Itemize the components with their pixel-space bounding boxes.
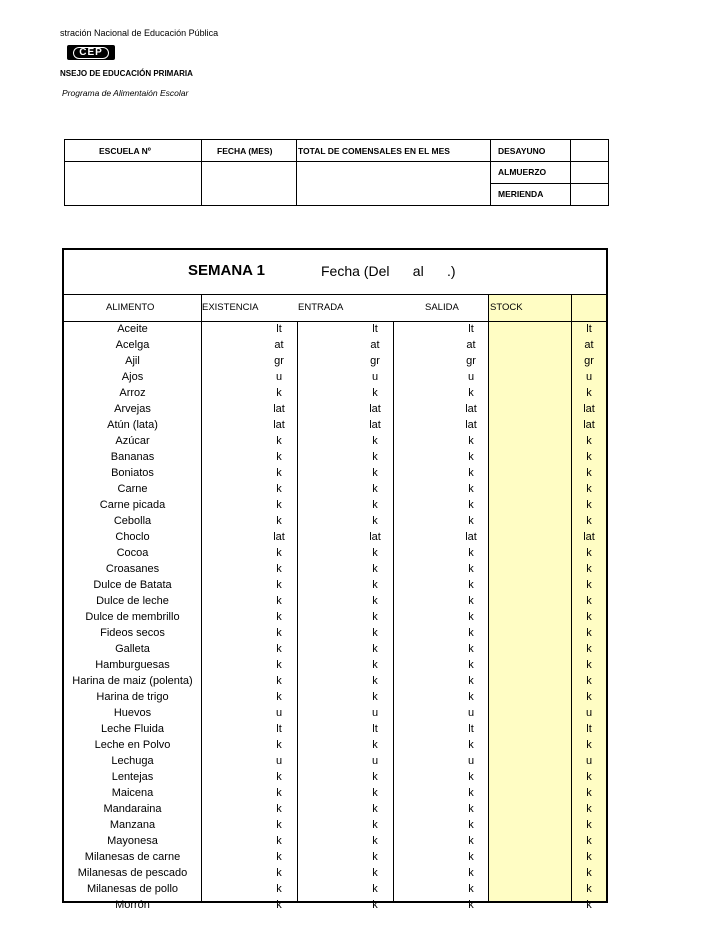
week-title: SEMANA 1 [188, 262, 265, 279]
unit-cell: k [586, 739, 592, 751]
unit-cell: k [372, 387, 378, 399]
program-name: Programa de Alimentaión Escolar [62, 88, 189, 98]
unit-cell: k [586, 819, 592, 831]
unit-cell: k [586, 771, 592, 783]
unit-cell: k [372, 563, 378, 575]
unit-cell: at [466, 339, 476, 351]
food-name: Morrón [115, 899, 150, 911]
food-name: Dulce de membrillo [85, 611, 180, 623]
table-row [64, 721, 606, 737]
unit-cell: k [468, 467, 474, 479]
table-row [64, 897, 606, 913]
logo-text: CEP [73, 47, 109, 59]
unit-cell: k [586, 659, 592, 671]
school-info-table [64, 139, 609, 206]
food-name: Boniatos [111, 467, 154, 479]
food-name: Milanesas de pollo [86, 883, 179, 895]
unit-cell: k [276, 883, 282, 895]
unit-cell: k [468, 691, 474, 703]
unit-cell: k [276, 803, 282, 815]
unit-cell: k [372, 867, 378, 879]
unit-cell: k [586, 643, 592, 655]
unit-cell: k [468, 739, 474, 751]
table-row [64, 545, 606, 561]
unit-cell: k [276, 547, 282, 559]
breakfast-label: DESAYUNO [498, 146, 546, 156]
unit-cell: lat [583, 403, 595, 415]
unit-cell: k [468, 851, 474, 863]
table-row [64, 593, 606, 609]
col-existence: EXISTENCIA [202, 302, 259, 313]
unit-cell: k [586, 547, 592, 559]
food-name: Maicena [111, 787, 154, 799]
unit-cell: k [468, 819, 474, 831]
food-name: Acelga [115, 339, 150, 351]
unit-cell: k [276, 867, 282, 879]
unit-cell: k [586, 515, 592, 527]
week-date-range: Fecha (Del al .) [321, 263, 456, 279]
table-row [64, 801, 606, 817]
food-name: Mayonesa [107, 835, 158, 847]
col-exit: SALIDA [425, 302, 459, 313]
snack-label: MERIENDA [498, 189, 544, 199]
unit-cell: k [372, 691, 378, 703]
unit-cell: k [372, 675, 378, 687]
unit-cell: k [586, 499, 592, 511]
unit-cell: k [276, 627, 282, 639]
unit-cell: u [467, 755, 475, 767]
unit-cell: k [276, 451, 282, 463]
food-name: Carne [117, 483, 148, 495]
unit-cell: k [372, 451, 378, 463]
food-name: Milanesas de carne [84, 851, 181, 863]
unit-cell: k [372, 595, 378, 607]
unit-cell: k [586, 579, 592, 591]
food-name: Cocoa [116, 547, 149, 559]
table-row [64, 865, 606, 881]
food-name: Azúcar [115, 435, 150, 447]
unit-cell: k [372, 739, 378, 751]
table-row [64, 785, 606, 801]
unit-cell: k [586, 867, 592, 879]
unit-cell: k [586, 851, 592, 863]
unit-cell: k [468, 867, 474, 879]
table-row [64, 321, 606, 337]
unit-cell: u [371, 755, 379, 767]
unit-cell: k [372, 611, 378, 623]
food-name: Aceite [117, 323, 148, 335]
lunch-label: ALMUERZO [498, 167, 547, 177]
unit-cell: k [468, 611, 474, 623]
unit-cell: k [468, 515, 474, 527]
unit-cell: lat [369, 531, 381, 543]
food-name: Galleta [115, 643, 150, 655]
unit-cell: u [275, 707, 283, 719]
unit-cell: gr [370, 355, 380, 367]
unit-cell: lat [583, 531, 595, 543]
food-name: Carne picada [99, 499, 166, 511]
unit-cell: lat [465, 419, 477, 431]
unit-cell: at [370, 339, 380, 351]
table-row [64, 481, 606, 497]
school-number-header: ESCUELA Nº [99, 146, 151, 156]
unit-cell: u [585, 707, 593, 719]
food-name: Fideos secos [100, 627, 165, 639]
food-name: Lentejas [111, 771, 154, 783]
unit-cell: k [468, 579, 474, 591]
col-stock: STOCK [490, 302, 523, 313]
food-name: Cebolla [113, 515, 152, 527]
unit-cell: k [276, 643, 282, 655]
unit-cell: k [468, 803, 474, 815]
cep-logo [67, 45, 115, 60]
unit-cell: k [276, 499, 282, 511]
food-rows [64, 321, 606, 913]
unit-cell: k [372, 467, 378, 479]
unit-cell: k [586, 675, 592, 687]
unit-cell: at [274, 339, 284, 351]
unit-cell: k [586, 787, 592, 799]
unit-cell: k [586, 467, 592, 479]
month-date-header: FECHA (MES) [217, 146, 273, 156]
food-name: Leche en Polvo [94, 739, 171, 751]
unit-cell: k [276, 819, 282, 831]
unit-cell: lt [468, 723, 474, 735]
unit-cell: u [585, 755, 593, 767]
unit-cell: k [276, 611, 282, 623]
unit-cell: lt [586, 323, 592, 335]
unit-cell: k [586, 803, 592, 815]
unit-cell: u [371, 707, 379, 719]
unit-cell: k [586, 595, 592, 607]
table-row [64, 753, 606, 769]
table-row [64, 705, 606, 721]
unit-cell: lt [372, 723, 378, 735]
table-row [64, 513, 606, 529]
table-row [64, 673, 606, 689]
unit-cell: k [276, 835, 282, 847]
unit-cell: k [586, 883, 592, 895]
table-row [64, 417, 606, 433]
unit-cell: k [372, 579, 378, 591]
unit-cell: k [586, 835, 592, 847]
food-name: Manzana [109, 819, 156, 831]
table-row [64, 353, 606, 369]
unit-cell: lat [273, 531, 285, 543]
unit-cell: k [276, 739, 282, 751]
unit-cell: k [372, 515, 378, 527]
unit-cell: k [276, 691, 282, 703]
unit-cell: k [586, 899, 592, 911]
unit-cell: u [467, 707, 475, 719]
unit-cell: u [467, 371, 475, 383]
unit-cell: k [276, 659, 282, 671]
unit-cell: k [468, 627, 474, 639]
food-name: Milanesas de pescado [77, 867, 188, 879]
food-name: Bananas [110, 451, 155, 463]
unit-cell: gr [584, 355, 594, 367]
unit-cell: u [585, 371, 593, 383]
unit-cell: k [276, 595, 282, 607]
weekly-stock-table [62, 248, 608, 911]
table-row [64, 737, 606, 753]
unit-cell: k [468, 771, 474, 783]
unit-cell: k [372, 435, 378, 447]
unit-cell: k [372, 483, 378, 495]
unit-cell: k [372, 547, 378, 559]
unit-cell: k [468, 483, 474, 495]
unit-cell: k [372, 627, 378, 639]
unit-cell: u [275, 755, 283, 767]
unit-cell: k [468, 387, 474, 399]
unit-cell: k [276, 787, 282, 799]
unit-cell: k [372, 771, 378, 783]
unit-cell: gr [466, 355, 476, 367]
unit-cell: lt [586, 723, 592, 735]
unit-cell: k [372, 643, 378, 655]
unit-cell: k [586, 691, 592, 703]
unit-cell: lat [465, 531, 477, 543]
food-name: Mandaraina [103, 803, 162, 815]
table-row [64, 641, 606, 657]
unit-cell: k [586, 451, 592, 463]
table-row [64, 881, 606, 897]
unit-cell: lat [583, 419, 595, 431]
unit-cell: k [468, 899, 474, 911]
unit-cell: k [372, 787, 378, 799]
unit-cell: lt [276, 323, 282, 335]
food-name: Arroz [119, 387, 146, 399]
unit-cell: gr [274, 355, 284, 367]
unit-cell: k [468, 659, 474, 671]
unit-cell: k [372, 499, 378, 511]
food-name: Lechuga [111, 755, 154, 767]
table-row [64, 401, 606, 417]
unit-cell: lt [276, 723, 282, 735]
food-name: Dulce de Batata [93, 579, 172, 591]
unit-cell: u [371, 371, 379, 383]
table-row [64, 369, 606, 385]
unit-cell: k [276, 435, 282, 447]
unit-cell: u [275, 371, 283, 383]
week-header-row [64, 250, 606, 294]
column-header-row [64, 294, 606, 322]
unit-cell: lt [372, 323, 378, 335]
unit-cell: k [276, 899, 282, 911]
food-name: Croasanes [105, 563, 160, 575]
table-row [64, 449, 606, 465]
unit-cell: lat [273, 419, 285, 431]
table-row [64, 385, 606, 401]
unit-cell: k [586, 611, 592, 623]
food-name: Atún (lata) [107, 419, 158, 431]
unit-cell: k [372, 803, 378, 815]
table-row [64, 769, 606, 785]
food-name: Ajil [125, 355, 140, 367]
unit-cell: k [586, 387, 592, 399]
unit-cell: k [468, 787, 474, 799]
organization-name: stración Nacional de Educación Pública [60, 28, 219, 38]
col-entry: ENTRADA [298, 302, 344, 313]
table-row [64, 337, 606, 353]
unit-cell: k [586, 435, 592, 447]
unit-cell: k [372, 883, 378, 895]
table-row [64, 849, 606, 865]
table-row [64, 465, 606, 481]
unit-cell: k [468, 499, 474, 511]
unit-cell: k [276, 771, 282, 783]
table-row [64, 561, 606, 577]
unit-cell: k [468, 835, 474, 847]
unit-cell: k [372, 851, 378, 863]
unit-cell: k [276, 387, 282, 399]
unit-cell: k [276, 483, 282, 495]
food-name: Choclo [115, 531, 150, 543]
unit-cell: lat [273, 403, 285, 415]
table-row [64, 833, 606, 849]
col-food: ALIMENTO [106, 302, 155, 313]
unit-cell: k [372, 659, 378, 671]
table-row [64, 497, 606, 513]
table-row [64, 433, 606, 449]
unit-cell: k [276, 467, 282, 479]
unit-cell: lat [369, 419, 381, 431]
unit-cell: k [468, 643, 474, 655]
unit-cell: k [276, 579, 282, 591]
unit-cell: k [586, 563, 592, 575]
unit-cell: k [468, 435, 474, 447]
unit-cell: k [372, 899, 378, 911]
unit-cell: at [584, 339, 594, 351]
food-name: Leche Fluida [101, 723, 164, 735]
unit-cell: k [468, 563, 474, 575]
food-name: Huevos [113, 707, 152, 719]
table-row [64, 529, 606, 545]
total-diners-header: TOTAL DE COMENSALES EN EL MES [298, 146, 450, 156]
food-name: Dulce de leche [96, 595, 169, 607]
food-name: Harina de trigo [96, 691, 169, 703]
unit-cell: lt [468, 323, 474, 335]
unit-cell: k [468, 883, 474, 895]
unit-cell: k [586, 483, 592, 495]
unit-cell: lat [369, 403, 381, 415]
unit-cell: lat [465, 403, 477, 415]
unit-cell: k [586, 627, 592, 639]
food-name: Hamburguesas [95, 659, 170, 671]
food-name: Arvejas [114, 403, 151, 415]
table-row [64, 657, 606, 673]
unit-cell: k [468, 595, 474, 607]
unit-cell: k [276, 675, 282, 687]
table-row [64, 817, 606, 833]
unit-cell: k [468, 675, 474, 687]
unit-cell: k [276, 515, 282, 527]
unit-cell: k [372, 819, 378, 831]
unit-cell: k [372, 835, 378, 847]
unit-cell: k [276, 563, 282, 575]
food-name: Harina de maiz (polenta) [72, 675, 193, 687]
council-name: NSEJO DE EDUCACIÓN PRIMARIA [60, 69, 193, 78]
table-row [64, 609, 606, 625]
unit-cell: k [468, 547, 474, 559]
table-row [64, 689, 606, 705]
table-row [64, 577, 606, 593]
unit-cell: k [468, 451, 474, 463]
table-row [64, 625, 606, 641]
food-name: Ajos [121, 371, 144, 383]
unit-cell: k [276, 851, 282, 863]
